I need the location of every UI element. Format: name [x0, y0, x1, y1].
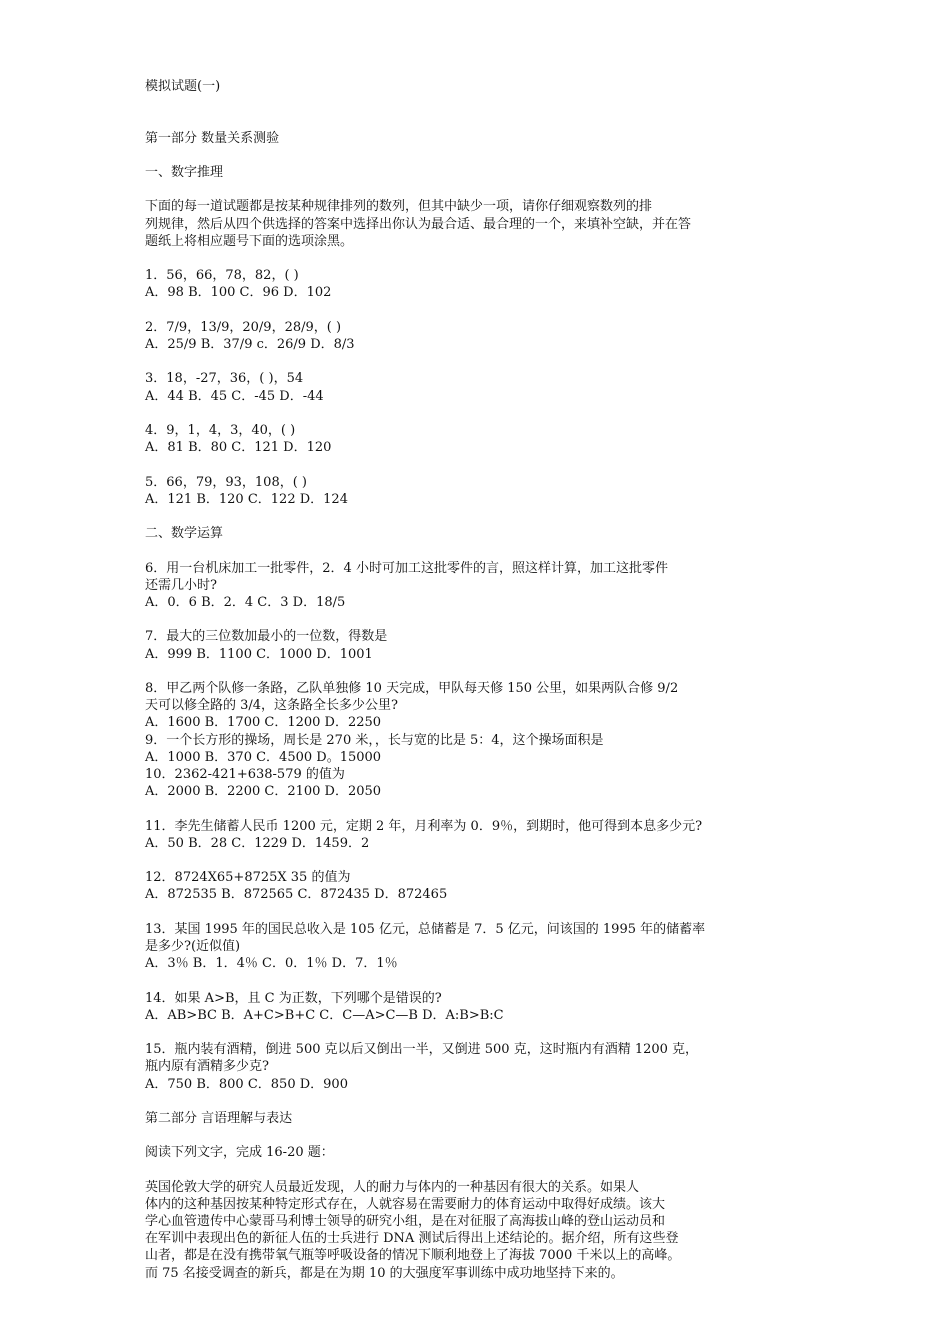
question-1-options: A．98 B．100 C．96 D．102: [145, 285, 332, 301]
section1-heading: 一、数字推理: [145, 164, 224, 180]
question-8-stem: 8．甲乙两个队修一条路，乙队单独修 10 天完成，甲队每天修 150 公里，如果两队合修 9/2: [145, 680, 679, 696]
question-6-stem: 6．用一台机床加工一批零件，2．4 小时可加工这批零件的言，照这样计算，加工这批零件: [145, 560, 668, 576]
part2-heading: 第二部分 言语理解与表达: [145, 1110, 293, 1126]
question-12-options: A．872535 B．872565 C．872435 D．872465: [145, 887, 448, 903]
question-9-options: A．1000 B．370 C．4500 D。15000: [145, 749, 382, 765]
question-14-stem: 14．如果 A>B，且 C 为正数，下列哪个是错误的?: [145, 990, 442, 1006]
instruction-line: 列规律，然后从四个供选择的答案中选择出你认为最合适、最合理的一个，来填补空缺，并在答: [145, 216, 692, 232]
question-13-stem-cont: 是多少?(近似值): [145, 938, 241, 954]
exam-document: [145, 78, 765, 1282]
question-5-options: A．121 B．120 C．122 D．124: [145, 491, 348, 507]
question-6-stem-cont: 还需几小时?: [145, 577, 217, 593]
question-6-options: A．0．6 B．2．4 C．3 D．18/5: [145, 594, 346, 610]
instruction-line: 下面的每一道试题都是按某种规律排列的数列，但其中缺少一项，请你仔细观察数列的排: [145, 199, 653, 215]
question-3-stem: 3．18，-27，36，( )，54: [145, 371, 304, 387]
question-15-stem: 15．瓶内装有酒精，倒进 500 克以后又倒出一半，又倒进 500 克，这时瓶内有酒精 1200 克，: [145, 1042, 699, 1058]
question-4-options: A．81 B．80 C．121 D．120: [145, 440, 332, 456]
passage-line: 山者，都是在没有携带氧气瓶等呼吸设备的情况下顺利地登上了海拔 7000 千米以上的高峰。: [145, 1248, 681, 1264]
question-2-stem: 2．7/9，13/9，20/9，28/9，( ): [145, 319, 342, 335]
document-title: 模拟试题(一): [145, 79, 221, 94]
question-12-stem: 12．8724X65+8725X 35 的值为: [145, 870, 351, 886]
reading-instruction: 阅读下列文字，完成 16-20 题：: [145, 1145, 334, 1161]
question-15-stem-cont: 瓶内原有酒精多少克?: [145, 1059, 269, 1075]
question-9-stem: 9．一个长方形的操场，周长是 270 米，，长与宽的比是 5：4，这个操场面积是: [145, 732, 604, 748]
question-8-options: A．1600 B．1700 C．1200 D．2250: [145, 715, 382, 731]
question-5-stem: 5．66，79，93，108，( ): [145, 474, 307, 490]
question-2-options: A．25/9 B．37/9 c．26/9 D．8/3: [145, 336, 355, 352]
passage-line: 而 75 名接受调查的新兵，都是在为期 10 的大强度军事训练中成功地坚持下来的。: [145, 1265, 624, 1281]
question-7-options: A．999 B．1100 C．1000 D．1001: [145, 646, 373, 662]
question-13-options: A．3％ B．1．4％ C．0．1％ D．7．1％: [145, 956, 398, 972]
passage-line: 学心血管遗传中心蒙哥马利博士领导的研究小组，是在对征服了高海拔山峰的登山运动员和: [145, 1214, 666, 1230]
question-3-options: A．44 B．45 C．-45 D．-44: [145, 388, 324, 404]
part1-heading: 第一部分 数量关系测验: [145, 130, 280, 146]
question-7-stem: 7．最大的三位数加最小的一位数，得数是: [145, 629, 388, 645]
passage-line: 在军训中表现出色的新征人伍的士兵进行 DNA 测试后得出上述结论的。据介绍，所有这些登: [145, 1231, 679, 1247]
passage-line: 体内的这种基因按某种特定形式存在，人就容易在需要耐力的体育运动中取得好成绩。该大: [145, 1196, 666, 1212]
question-11-options: A．50 B．28 C．1229 D．1459．2: [145, 835, 370, 851]
question-1-stem: 1．56，66，78，82，( ): [145, 268, 299, 284]
question-14-options: A．AB>BC B．A+C>B+C C．C—A>C—B D．A:B>B:C: [145, 1007, 504, 1023]
passage-line: 英国伦敦大学的研究人员最近发现，人的耐力与体内的一种基因有很大的关系。如果人: [145, 1179, 640, 1195]
instruction-line: 题纸上将相应题号下面的选项涂黑。: [145, 233, 354, 249]
question-10-options: A．2000 B．2200 C．2100 D．2050: [145, 784, 382, 800]
section1-instructions: [145, 198, 765, 250]
question-8-stem-cont: 天可以修全路的 3/4，这条路全长多少公里?: [145, 698, 399, 714]
question-15-options: A．750 B．800 C．850 D．900: [145, 1076, 348, 1092]
reading-passage: [145, 1179, 765, 1282]
section2-heading: 二、数学运算: [145, 526, 224, 542]
question-10-stem: 10．2362-421+638-579 的值为: [145, 766, 345, 782]
question-13-stem: 13．某国 1995 年的国民总收入是 105 亿元，总储蓄是 7．5 亿元，问该国的 1995 年的储蓄率: [145, 921, 706, 937]
question-4-stem: 4．9，1，4，3，40，( ): [145, 422, 296, 438]
question-11-stem: 11．李先生储蓄人民币 1200 元，定期 2 年，月利率为 0．9％，到期时，他可得到本息多少元?: [145, 818, 703, 834]
